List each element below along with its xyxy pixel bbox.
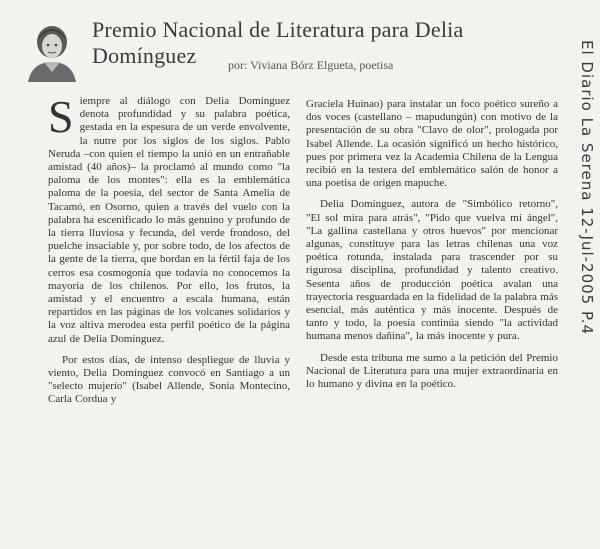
- paragraph: Desde esta tribuna me sumo a la petición del Premio Nacional de Literatura para una mujer extraordinaria en lo humano y divina en la poético.: [306, 351, 558, 391]
- article-column-right: [306, 98, 558, 391]
- paragraph: Delia Domínguez, autora de "Simbólico retorno", "El sol mira para atrás", "Pido que vuelva mi ángel", "La gallina castellana y otros huevos" por mencionar algunas, constituye para las letras chilenas una voz poética rotunda, instalada para trascender por su rigurosa disciplina, profundidad y talento creativo. Sesenta años de producción poética avalan una trayectoria resguardada en la fidelidad de la palabra más esencial, más auténtica y más inocente. Después de tanto y todo, la poesía continúa siendo "la actividad humana menos dañina", la más inocente y pura.: [306, 198, 558, 343]
- paragraph: [48, 91, 290, 346]
- handwritten-source-note: El Diario La Serena 12-Jul-2005 P.4: [578, 40, 596, 336]
- drop-cap: S: [48, 91, 74, 142]
- paragraph: Graciela Huinao) para instalar un foco poético sureño a dos voces (castellano – mapudungún) con motivo de la presentación de su obra "Clavo de olor", prologada por Isabel Allende. La ocasión significó un hecho histórico, pues por primera vez la Academia Chilena de la Lengua recibió en la testera del emblemático salón de honor a una poetisa de origen mapuche.: [306, 98, 558, 190]
- article-headline: Premio Nacional de Literatura para Delia Domínguez: [92, 17, 464, 68]
- paragraph-text: iempre al diálogo con Delia Domínguez denota profundidad y su palabra poética, gestada en la espesura de un verde envolvente, la nutre por los siglos de los siglos. Pablo Neruda –con quien el tiempo la unió en un entrañable amistad (40 años)– la proclamó al mundo como "la paloma de los montes": ella es la emblemática paloma de la poesía, del sector de Santa Amelia de Tacamó, en Osorno, quien a través del vuelo con la palabra ha escenificado lo más genuino y profundo de la tierra lluviosa y fecunda, del verde frondoso, del puelche insaciable y, por sobre todo, de los afectos de la gente de la tierra, que bordan en la fértil faja de los cerros esa cosmogonía que todavía no conocemos la mayoría de los chilenos. Por ello, los frutos, la amistad y el encuentro a escala humana, están repartidos en las páginas de los volcanes solidarios y la voz altiva merodea esta perfil poético de la página azul de Delia Domínguez.: [48, 95, 290, 345]
- paragraph: Por estos días, de intenso despliegue de lluvia y viento, Delia Domínguez convocó en Santiago a un "selecto mujerío" (Isabel Allende, Sonia Montecino, Carla Cordua y: [48, 353, 290, 406]
- author-portrait: [22, 20, 82, 82]
- article-byline: por: Viviana Bórz Elgueta, poetisa: [228, 58, 394, 72]
- article-column-left: [48, 91, 290, 407]
